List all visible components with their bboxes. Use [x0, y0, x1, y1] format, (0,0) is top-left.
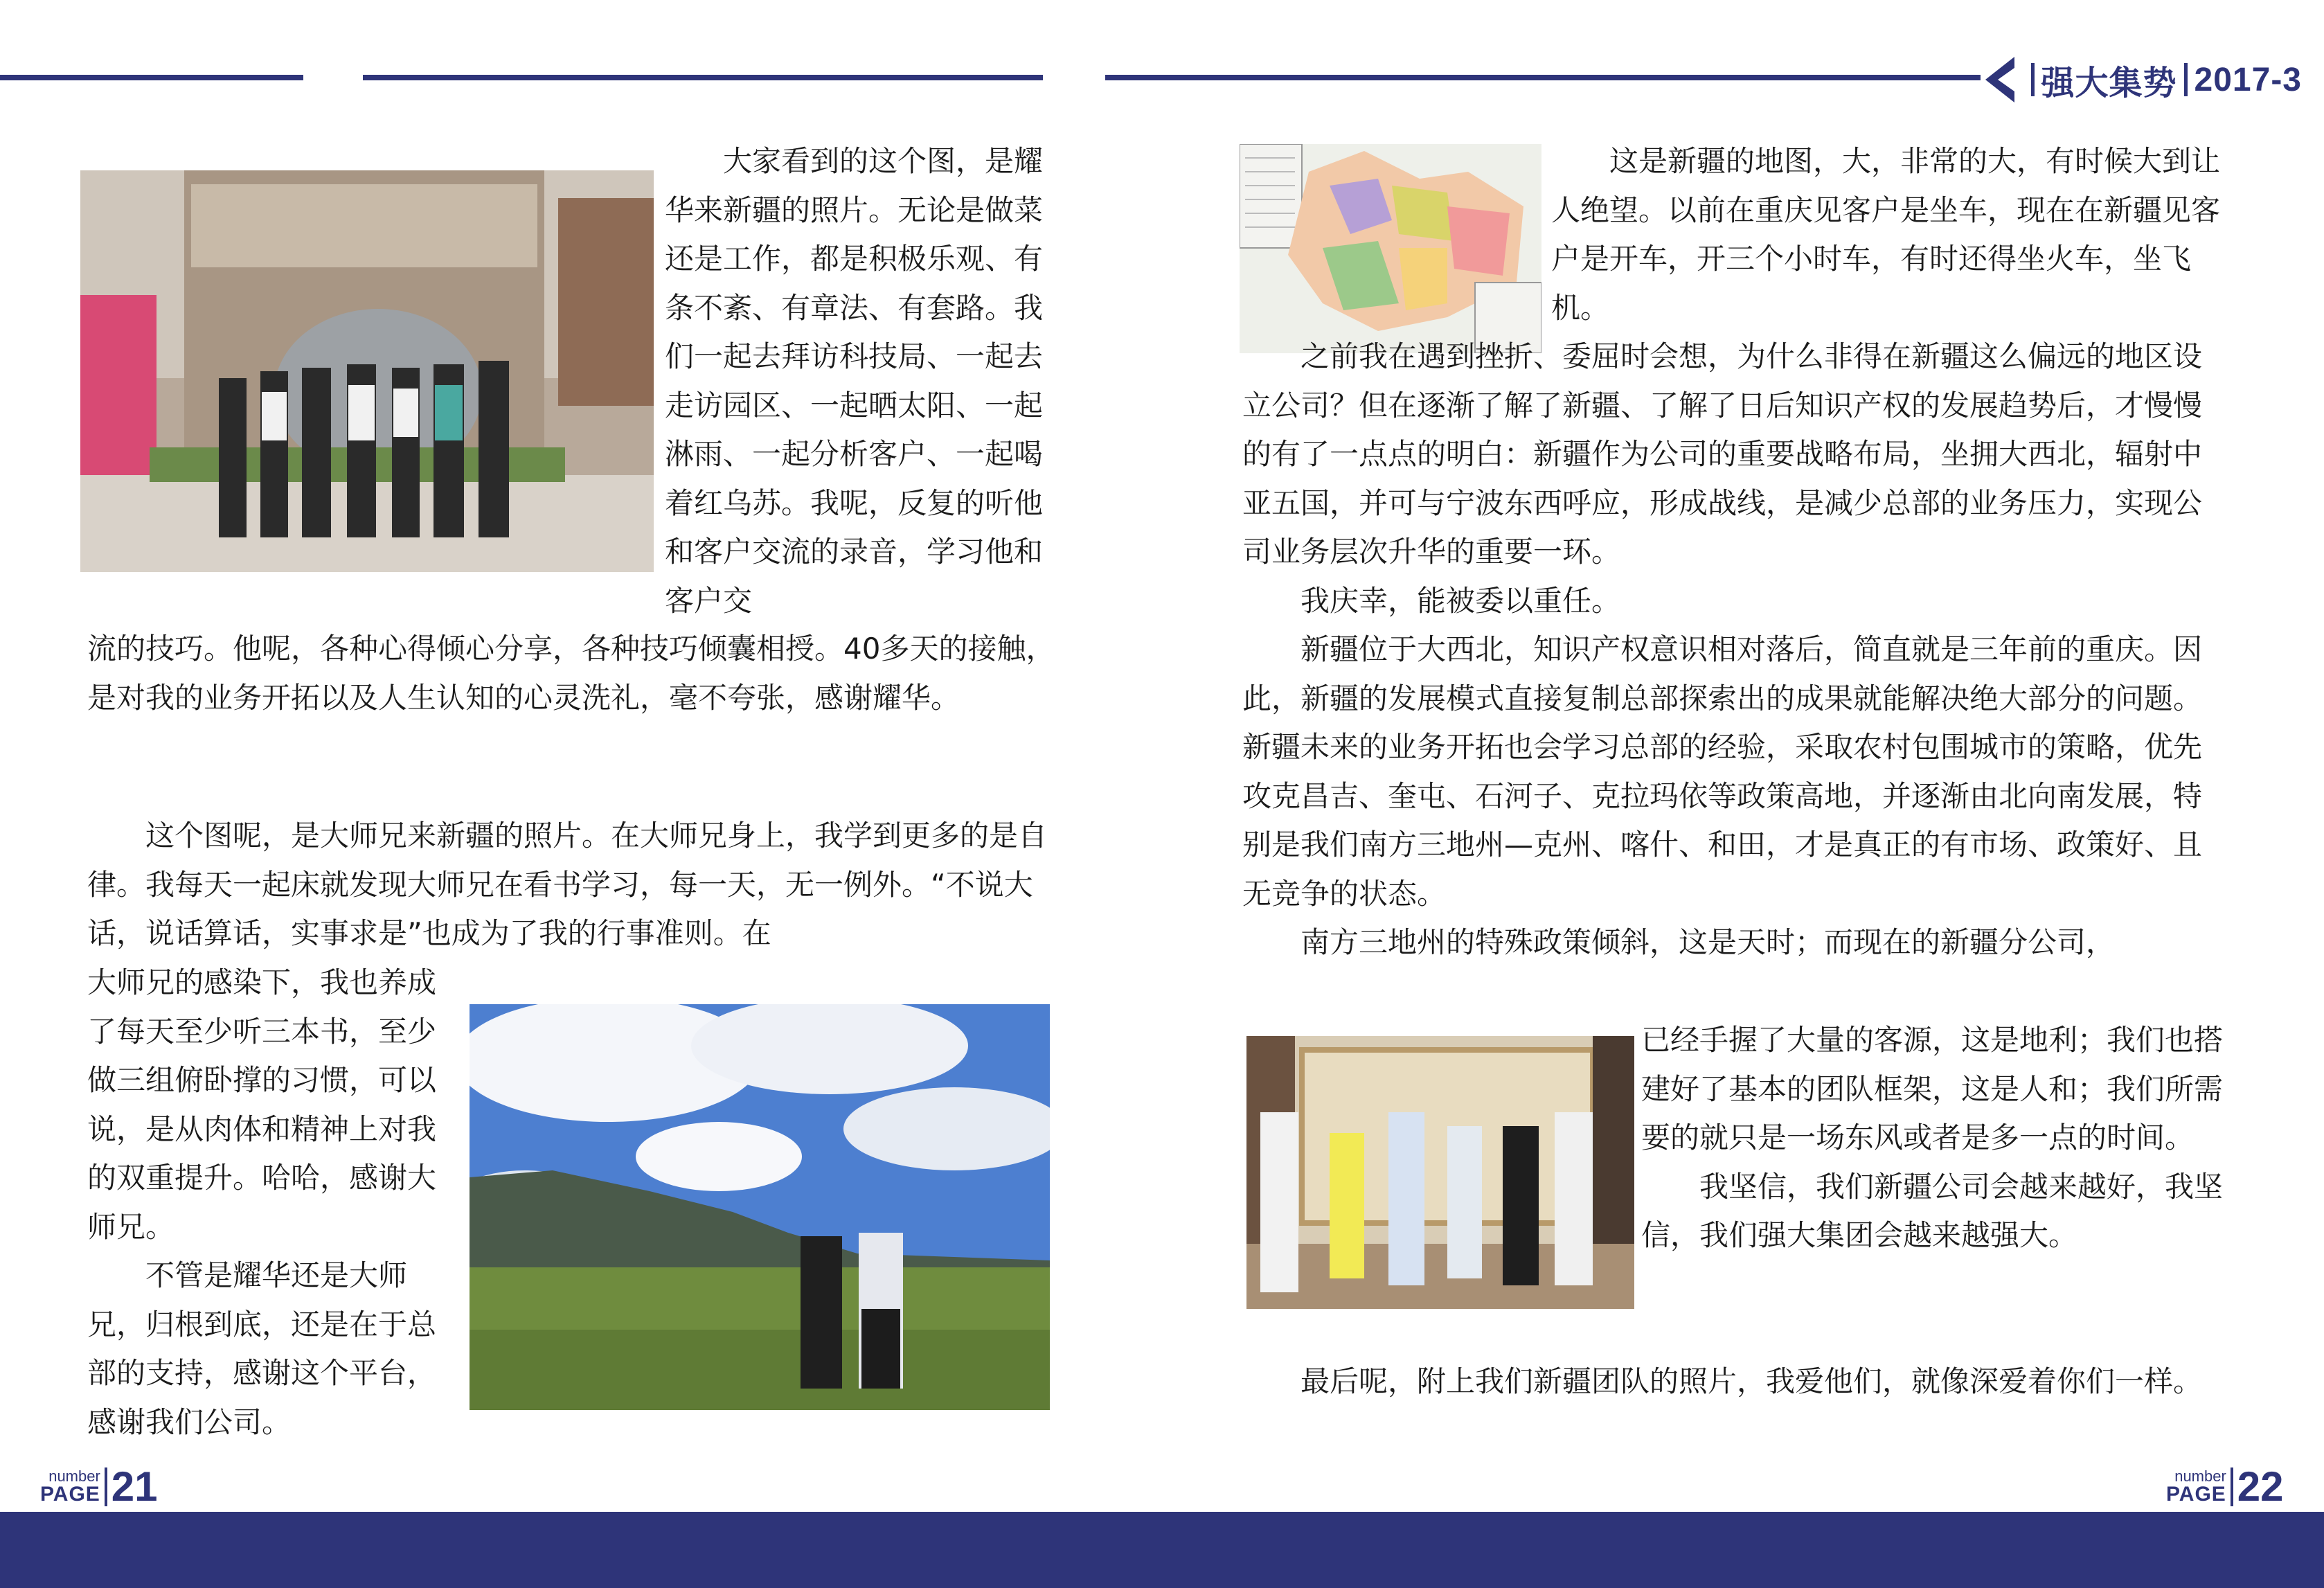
left-para-2-start: 这个图呢，是大师兄来新疆的照片。在大师兄身上，我学到更多的是自律。我每天一起床就发现大师兄在看书学习，每一天，无一例外。“不说大话，说话算话，实事求是”也成为了我的行事准则。在: [87, 819, 1048, 950]
page-number-value: 21: [111, 1463, 158, 1510]
masthead-divider: [2184, 63, 2188, 96]
left-text-continued: [87, 625, 1071, 722]
page-label: number PAGE: [2166, 1467, 2226, 1506]
right-text-top: [1551, 137, 2223, 332]
photo-yaohua-group: [80, 170, 654, 572]
right-para-6: 我坚信，我们新疆公司会越来越好，我坚信，我们强大集团会越来越强大。: [1641, 1169, 2224, 1252]
header-rule-middle: [363, 75, 1043, 80]
left-para-3: 不管是耀华还是大师兄，归根到底，还是在于总部的支持，感谢这个平台，感谢我们公司。: [87, 1258, 437, 1439]
left-para-2-end: 大师兄的感染下，我也养成了每天至少听三本书，至少做三组俯卧撑的习惯，可以说，是从肉体和精神上对我的双重提升。哈哈，感谢大师兄。: [87, 965, 437, 1244]
page-number-divider: [105, 1467, 107, 1506]
footer-band: [0, 1512, 2324, 1588]
masthead-divider: [2031, 63, 2035, 96]
right-text-bottom: [1242, 1357, 2226, 1407]
header-rule-left: [0, 75, 303, 80]
right-para-4: 新疆位于大西北，知识产权意识相对落后，简直就是三年前的重庆。因此，新疆的发展模式直接复制总部探索出的成果就能解决绝大部分的问题。新疆未来的业务开拓也会学习总部的经验，采取农村包围城市的策略，优先攻克昌吉、奎屯、石河子、克拉玛依等政策高地，并逐渐由北向南发展，特别是我们南方三地州—克州、喀什、和田，才是真正的有市场、政策好、且无竞争的状态。: [1242, 632, 2203, 911]
left-text-intro: [665, 137, 1062, 625]
page-number-value: 22: [2237, 1463, 2284, 1510]
photo-senior-brother-grassland: [470, 1004, 1050, 1410]
right-para-7: 最后呢，附上我们新疆团队的照片，我爱他们，就像深爱着你们一样。: [1300, 1364, 2203, 1398]
left-para-1-end: 流的技巧。他呢，各种心得倾心分享，各种技巧倾囊相授。40多天的接触，是对我的业务开拓以及人生认知的心灵洗礼，毫不夸张，感谢耀华。: [87, 632, 1055, 715]
header-rule-right: [1105, 75, 1981, 80]
right-para-3: 我庆幸，能被委以重任。: [1300, 583, 1621, 618]
left-text-second: [87, 812, 1078, 958]
right-para-2: 之前我在遇到挫折、委屈时会想，为什么非得在新疆这么偏远的地区设立公司？但在逐渐了解了新疆、了解了日后知识产权的发展趋势后，才慢慢的有了一点点的明白：新疆作为公司的重要战略布局，坐拥大西北，辐射中亚五国，并可与宁波东西呼应，形成战线，是减少总部的业务压力，实现公司业务层次升华的重要一环。: [1242, 339, 2203, 569]
right-text-beside-photo: [1641, 1016, 2223, 1260]
right-para-5-end: 已经手握了大量的客源，这是地利；我们也搭建好了基本的团队框架，这是人和；我们所需要的就只是一场东风或者是多一点的时间。: [1641, 1023, 2224, 1154]
right-para-5-start: 南方三地州的特殊政策倾斜，这是天时；而现在的新疆分公司，: [1300, 925, 2116, 959]
masthead: [1981, 54, 2302, 105]
left-para-1-start: 大家看到的这个图，是耀华来新疆的照片。无论是做菜还是工作，都是积极乐观、有条不紊、有章法、有套路。我们一起去拜访科技局、一起去走访园区、一起晒太阳、一起淋雨、一起分析客户、一起喝着红乌苏。我呢，反复的听他和客户交流的录音，学习他和客户交: [665, 144, 1044, 618]
photo-xinjiang-team: [1246, 1036, 1634, 1309]
magazine-title: 强大集势: [2041, 64, 2177, 102]
page-number-left: [40, 1463, 158, 1511]
photo-xinjiang-map: [1240, 144, 1541, 353]
right-text-main: [1242, 332, 2223, 967]
page-label: number PAGE: [40, 1467, 100, 1506]
page-number-right: [2166, 1463, 2284, 1511]
issue-number: 2017-3: [2194, 61, 2302, 98]
brand-chevron-icon: [1981, 55, 2019, 104]
page-number-divider: [2231, 1467, 2233, 1506]
right-para-1: 这是新疆的地图，大，非常的大，有时候大到让人绝望。以前在重庆见客户是坐车，现在在新疆见客户是开车，开三个小时车，有时还得坐火车，坐飞机。: [1551, 144, 2221, 325]
left-text-narrow: [87, 958, 454, 1447]
